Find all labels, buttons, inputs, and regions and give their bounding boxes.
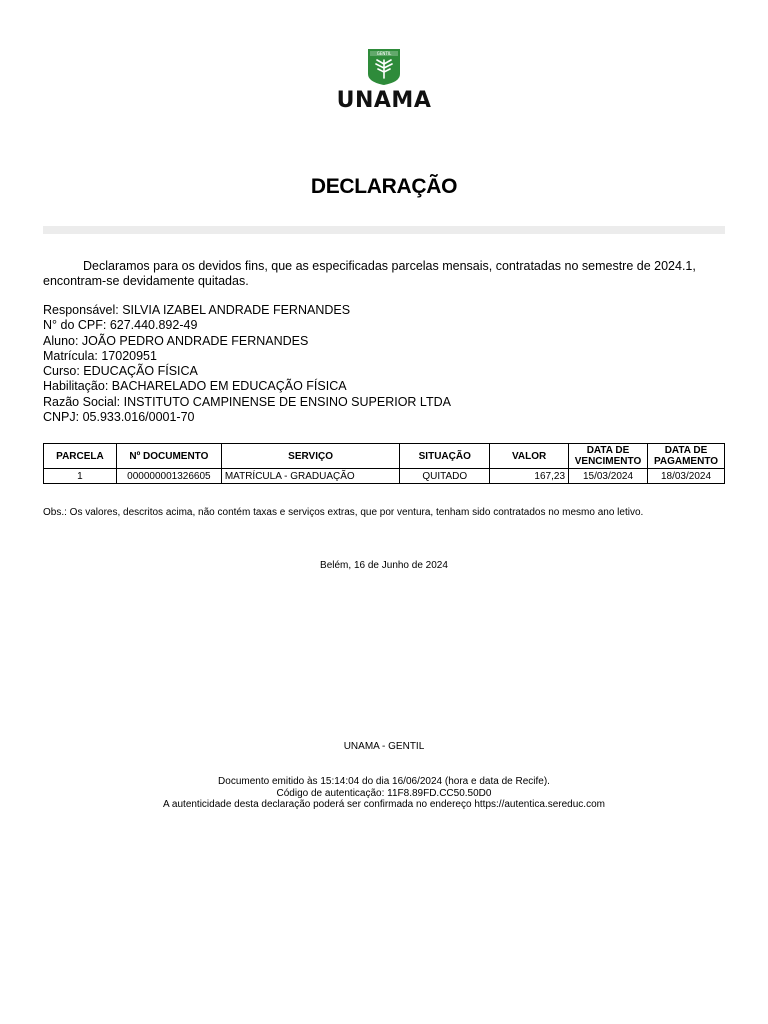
header-documento: Nº DOCUMENTO bbox=[116, 444, 221, 469]
intro-text: Declaramos para os devidos fins, que as especificadas parcelas mensais, contratadas no semestre de 2024.1, encontram-se devidamente quitadas. bbox=[43, 259, 696, 288]
document-title: DECLARAÇÃO bbox=[310, 175, 458, 198]
cell-servico: MATRÍCULA - GRADUAÇÃO bbox=[221, 469, 400, 484]
footer-issued: Documento emitido às 15:14:04 do dia 16/06/2024 (hora e data de Recife). bbox=[218, 776, 550, 787]
header-pagamento: DATA DE PAGAMENTO bbox=[647, 444, 724, 469]
info-habilitacao: Habilitação: BACHARELADO EM EDUCAÇÃO FÍSICA bbox=[43, 379, 347, 394]
cell-parcela: 1 bbox=[44, 469, 117, 484]
info-cnpj: CNPJ: 05.933.016/0001-70 bbox=[43, 410, 195, 425]
info-razao-social: Razão Social: INSTITUTO CAMPINENSE DE ENSINO SUPERIOR LTDA bbox=[43, 394, 451, 409]
info-curso: Curso: EDUCAÇÃO FÍSICA bbox=[43, 364, 198, 379]
installments-table bbox=[43, 443, 725, 484]
intro-paragraph bbox=[43, 259, 728, 289]
observation-note: Obs.: Os valores, descritos acima, não contém taxas e serviços extras, que por ventura, tenham sido contratados no mesmo ano letivo. bbox=[43, 507, 644, 518]
header-vencimento: DATA DE VENCIMENTO bbox=[569, 444, 648, 469]
student-info bbox=[43, 303, 451, 425]
table-row bbox=[44, 469, 725, 484]
title-divider bbox=[43, 226, 725, 234]
place-date: Belém, 16 de Junho de 2024 bbox=[320, 560, 448, 571]
info-responsavel: Responsável: SILVIA IZABEL ANDRADE FERNANDES bbox=[43, 303, 351, 317]
footer-auth-code: Código de autenticação: 11F8.89FD.CC50.50D0 bbox=[276, 787, 492, 799]
footer-verify-url: A autenticidade desta declaração poderá ser confirmada no endereço https://autentica.sereduc.com bbox=[163, 799, 605, 810]
cell-pagamento: 18/03/2024 bbox=[647, 469, 724, 484]
info-aluno: Aluno: JOÃO PEDRO ANDRADE FERNANDES bbox=[43, 333, 309, 348]
table-header-row bbox=[44, 444, 725, 469]
unama-logo bbox=[0, 48, 768, 91]
cell-documento: 000000001326605 bbox=[116, 469, 221, 484]
cell-valor: 167,23 bbox=[490, 469, 569, 484]
shield-text: GENTIL bbox=[376, 51, 392, 56]
info-matricula: Matrícula: 17020951 bbox=[43, 348, 157, 363]
info-cpf: N° do CPF: 627.440.892-49 bbox=[43, 318, 198, 333]
brand-name: UNAMA bbox=[336, 88, 432, 113]
header-servico: SERVIÇO bbox=[221, 444, 400, 469]
signature: UNAMA - GENTIL bbox=[343, 741, 425, 752]
header-valor: VALOR bbox=[490, 444, 569, 469]
header-parcela: PARCELA bbox=[44, 444, 117, 469]
header-situacao: SITUAÇÃO bbox=[400, 444, 490, 469]
authentication-footer bbox=[0, 776, 768, 811]
cell-situacao: QUITADO bbox=[400, 469, 490, 484]
shield-logo-icon bbox=[367, 48, 401, 86]
cell-vencimento: 15/03/2024 bbox=[569, 469, 648, 484]
